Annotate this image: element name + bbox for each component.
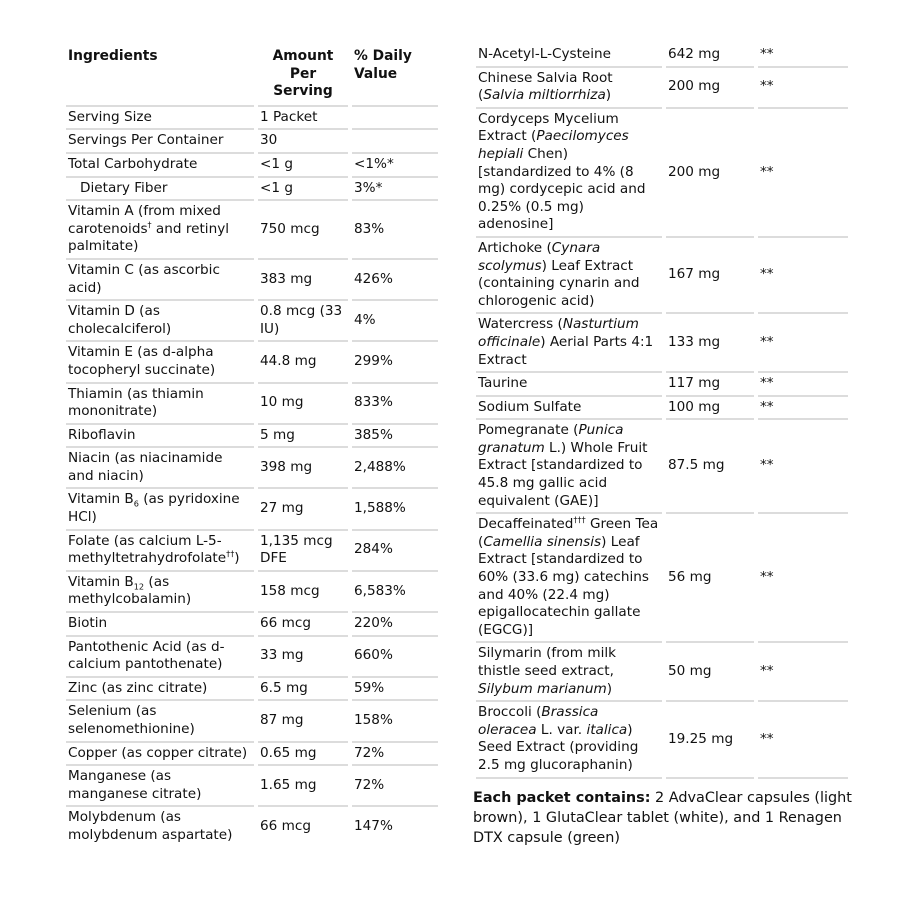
ingredient-amount: 50 mg	[666, 642, 754, 701]
ingredient-dv: 299%	[352, 341, 438, 382]
ingredient-amount: 33 mg	[258, 636, 348, 677]
ingredient-amount: 117 mg	[666, 372, 754, 396]
ingredient-name: Chinese Salvia Root (Salvia miltiorrhiza)	[476, 67, 662, 108]
ingredient-dv: 385%	[352, 424, 438, 448]
ingredient-amount: 87 mg	[258, 700, 348, 741]
ingredient-name: N-Acetyl-L-Cysteine	[478, 46, 612, 62]
table-row	[66, 129, 438, 153]
ingredient-amount: 1 Packet	[258, 106, 348, 130]
ingredient-dv: 2,488%	[352, 447, 438, 488]
header-daily-value: % Daily Value	[354, 48, 412, 82]
ingredient-dv: **	[758, 701, 848, 777]
table-row	[476, 313, 848, 372]
ingredient-dv: 83%	[352, 200, 438, 259]
ingredient-amount: 10 mg	[258, 383, 348, 424]
ingredient-amount: 56 mg	[666, 513, 754, 642]
table-row	[476, 396, 848, 420]
table-row	[476, 372, 848, 396]
ingredient-amount: <1 g	[258, 153, 348, 177]
table-row	[66, 259, 438, 300]
ingredient-name: Biotin	[66, 612, 254, 636]
ingredient-dv: 426%	[352, 259, 438, 300]
ingredient-name: Pantothenic Acid (as d-calcium pantothenate)	[66, 636, 254, 677]
ingredient-dv: **	[758, 372, 848, 396]
table-row	[476, 513, 848, 642]
ingredient-amount: 27 mg	[258, 488, 348, 529]
ingredient-name: Cordyceps Mycelium Extract (Paecilomyces hepiali Chen) [standardized to 4% (8 mg) cordycepic acid and 0.25% (0.5 mg) adenosine]	[476, 108, 662, 237]
ingredient-dv	[352, 106, 438, 130]
table-row	[66, 677, 438, 701]
ingredient-dv: **	[758, 642, 848, 701]
ingredient-amount: 398 mg	[258, 447, 348, 488]
ingredient-name: Silymarin (from milk thistle seed extract, Silybum marianum)	[476, 642, 662, 701]
ingredient-dv: 6,583%	[352, 571, 438, 612]
table-row	[476, 67, 848, 108]
table-row	[66, 153, 438, 177]
ingredient-name: Taurine	[476, 372, 662, 396]
ingredient-name: Copper (as copper citrate)	[66, 742, 254, 766]
ingredient-dv: 284%	[352, 530, 438, 571]
table-row	[66, 383, 438, 424]
ingredient-name: Vitamin $B_{12}$ (as methylcobalamin)	[66, 571, 254, 612]
ingredient-dv: 4%	[352, 300, 438, 341]
ingredient-name: Sodium Sulfate	[476, 396, 662, 420]
ingredient-name: Decaffeinated††† Green Tea (Camellia sinensis) Leaf Extract [standardized to 60% (33.6 mg) catechins and 40% (22.4 mg) epigallocatechin gallate (EGCG)]	[476, 513, 662, 642]
table-row	[66, 424, 438, 448]
ingredient-dv: **	[758, 108, 848, 237]
ingredient-dv: **	[758, 513, 848, 642]
ingredient-amount: 30	[258, 129, 348, 153]
table-row	[66, 530, 438, 571]
packet-contents-text: 2 AdvaClear capsules (light brown), 1 GlutaClear tablet (white), and 1 Renagen DTX capsule (green)	[473, 790, 852, 846]
ingredient-amount: <1 g	[258, 177, 348, 201]
ingredient-dv: **	[760, 46, 774, 62]
table-row	[476, 642, 848, 701]
ingredient-amount: 0.65 mg	[258, 742, 348, 766]
ingredient-name: Total Carbohydrate	[66, 153, 254, 177]
ingredient-dv: 147%	[352, 806, 438, 846]
ingredient-dv: **	[758, 313, 848, 372]
ingredient-name: Manganese (as manganese citrate)	[66, 765, 254, 806]
packet-contents-label: Each packet contains:	[473, 790, 651, 806]
ingredient-amount: 0.8 mcg (33 IU)	[258, 300, 348, 341]
ingredient-name: Artichoke (Cynara scolymus) Leaf Extract (containing cynarin and chlorogenic acid)	[476, 237, 662, 313]
ingredient-amount: 5 mg	[258, 424, 348, 448]
ingredient-dv: 833%	[352, 383, 438, 424]
ingredient-dv: 72%	[352, 742, 438, 766]
ingredient-name: Broccoli (Brassica oleracea L. var. italica) Seed Extract (providing 2.5 mg glucoraphanin)	[476, 701, 662, 777]
ingredient-name: Vitamin C (as ascorbic acid)	[66, 259, 254, 300]
ingredient-dv	[352, 129, 438, 153]
ingredient-name: Zinc (as zinc citrate)	[66, 677, 254, 701]
table-row	[66, 700, 438, 741]
ingredient-amount: 200 mg	[666, 67, 754, 108]
ingredient-amount: 200 mg	[666, 108, 754, 237]
table-row	[476, 701, 848, 777]
ingredient-name: Vitamin D (as cholecalciferol)	[66, 300, 254, 341]
ingredient-amount: 750 mcg	[258, 200, 348, 259]
ingredient-dv: 1,588%	[352, 488, 438, 529]
ingredient-name: Serving Size	[66, 106, 254, 130]
ingredient-dv: 158%	[352, 700, 438, 741]
table-row	[66, 106, 438, 130]
ingredient-dv: 660%	[352, 636, 438, 677]
ingredient-name: Niacin (as niacinamide and niacin)	[66, 447, 254, 488]
ingredient-name: Riboflavin	[66, 424, 254, 448]
ingredient-amount: 158 mcg	[258, 571, 348, 612]
ingredient-amount: 167 mg	[666, 237, 754, 313]
ingredient-amount: 383 mg	[258, 259, 348, 300]
ingredient-name: Servings Per Container	[66, 129, 254, 153]
table-row	[66, 806, 438, 846]
ingredient-name: Folate (as calcium L-5-methyltetrahydrofolate††)	[66, 530, 254, 571]
ingredient-dv: <1%*	[352, 153, 438, 177]
ingredient-amount: 66 mcg	[258, 806, 348, 846]
ingredient-name: Watercress (Nasturtium officinale) Aerial Parts 4:1 Extract	[476, 313, 662, 372]
ingredient-amount: 66 mcg	[258, 612, 348, 636]
ingredient-name: Vitamin $B_6$ (as pyridoxine HCl)	[66, 488, 254, 529]
ingredient-amount: 87.5 mg	[666, 419, 754, 513]
ingredient-name: Vitamin A (from mixed carotenoids† and retinyl palmitate)	[66, 200, 254, 259]
table-row	[66, 300, 438, 341]
table-row	[66, 200, 438, 259]
table-row	[66, 612, 438, 636]
ingredient-name: Molybdenum (as molybdenum aspartate)	[66, 806, 254, 846]
ingredient-name: Thiamin (as thiamin mononitrate)	[66, 383, 254, 424]
table-header-row	[66, 46, 438, 106]
ingredient-amount: 1.65 mg	[258, 765, 348, 806]
table-row	[66, 636, 438, 677]
packet-contents-note	[473, 788, 853, 848]
table-row	[66, 447, 438, 488]
ingredient-dv: **	[758, 237, 848, 313]
supplement-facts-left-table	[66, 46, 438, 847]
table-row	[66, 177, 438, 201]
ingredient-name: Pomegranate (Punica granatum L.) Whole Fruit Extract [standardized to 45.8 mg gallic acid equivalent (GAE)]	[476, 419, 662, 513]
table-row	[476, 419, 848, 513]
ingredient-amount: 6.5 mg	[258, 677, 348, 701]
table-row	[66, 341, 438, 382]
ingredient-dv: 72%	[352, 765, 438, 806]
ingredient-dv: **	[758, 419, 848, 513]
table-row	[476, 108, 848, 237]
table-row	[66, 742, 438, 766]
ingredient-name: Dietary Fiber	[66, 177, 254, 201]
ingredient-dv: 220%	[352, 612, 438, 636]
ingredient-amount: 642 mg	[668, 46, 721, 62]
ingredient-amount: 44.8 mg	[258, 341, 348, 382]
ingredient-amount: 1,135 mcg DFE	[258, 530, 348, 571]
supplement-facts-right-table	[476, 44, 848, 783]
ingredient-name: Selenium (as selenomethionine)	[66, 700, 254, 741]
ingredient-name: Vitamin E (as d-alpha tocopheryl succinate)	[66, 341, 254, 382]
ingredient-dv: 59%	[352, 677, 438, 701]
ingredient-dv: **	[758, 67, 848, 108]
table-row	[66, 765, 438, 806]
table-row	[476, 44, 848, 67]
table-row	[66, 488, 438, 529]
ingredient-dv: **	[758, 396, 848, 420]
ingredient-dv: 3%*	[352, 177, 438, 201]
ingredient-amount: 100 mg	[666, 396, 754, 420]
ingredient-amount: 19.25 mg	[666, 701, 754, 777]
ingredient-amount: 133 mg	[666, 313, 754, 372]
table-row	[66, 571, 438, 612]
header-ingredients: Ingredients	[68, 48, 158, 64]
header-amount: Amount Per Serving	[272, 48, 334, 100]
table-row	[476, 237, 848, 313]
